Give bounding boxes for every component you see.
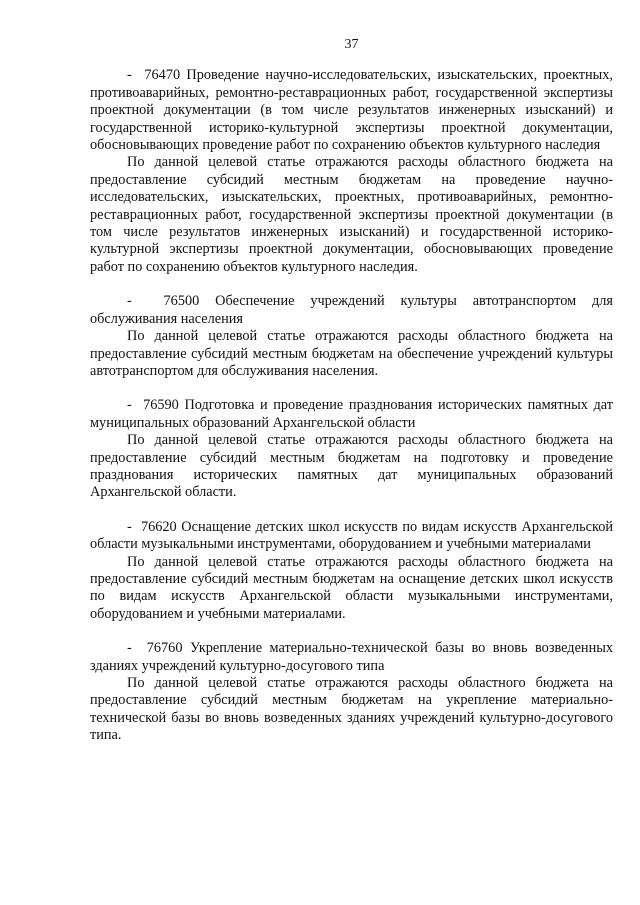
- section-heading: [90, 397, 613, 432]
- section-76620: [90, 519, 613, 623]
- section-code: 76500: [163, 293, 200, 310]
- section-76760: [90, 640, 613, 744]
- section-description: По данной целевой статье отражаются расходы областного бюджета на предоставление субсидий местным бюджетам на проведение научно-исследовательских, изыскательских, проектных, противоаварийных, ремонтно-реставрационных работ, государственной экспертизы проектной документации (в том числе результатов инженерных изысканий) и государственной историко-культурной экспертизы проектной документации, обосновывающих проведение работ по сохранению объектов культурного наследия.: [90, 154, 613, 275]
- section-heading: [90, 293, 613, 328]
- section-dash: -: [127, 397, 132, 414]
- section-code: 76760: [146, 640, 183, 657]
- section-dash: -: [127, 640, 132, 657]
- section-title: Оснащение детских школ искусств по видам искусств Архангельской области музыкальными инструментами, оборудованием и учебными материалами: [90, 518, 613, 553]
- document-page: [90, 36, 613, 745]
- section-code: 76620: [140, 518, 177, 535]
- section-title: Обеспечение учреждений культуры автотранспортом для обслуживания населения: [90, 293, 613, 327]
- section-dash: -: [127, 67, 132, 84]
- section-description: По данной целевой статье отражаются расходы областного бюджета на предоставление субсидий местным бюджетам на оснащение детских школ искусств по видам искусств Архангельской области музыкальными инструментами, оборудованием и учебными материалами.: [90, 553, 613, 622]
- section-dash: -: [127, 518, 132, 535]
- section-description: По данной целевой статье отражаются расходы областного бюджета на предоставление субсидий местным бюджетам на обеспечение учреждений культуры автотранспортом для обслуживания населения.: [90, 328, 613, 379]
- section-heading: [90, 519, 613, 554]
- section-title: Подготовка и проведение празднования исторических памятных дат муниципальных образований Архангельской области: [90, 397, 614, 431]
- page-number: 37: [344, 37, 359, 52]
- section-code: 76470: [144, 67, 181, 84]
- section-heading: [90, 640, 613, 675]
- section-description: По данной целевой статье отражаются расходы областного бюджета на предоставление субсидий местным бюджетам на укрепление материально-технической базы во вновь возведенных зданиях учреждений культурно-досугового типа.: [90, 675, 613, 744]
- section-title: Проведение научно-исследовательских, изыскательских, проектных, противоаварийных, ремонтно-реставрационных работ, государственной экспертизы проектной документации (в том числе результатов инженерных изысканий) и государственной историко-культурной экспертизы проектной документации, обосновывающих проведение работ по сохранению объектов культурного наследия: [90, 67, 613, 154]
- section-76470: [90, 67, 613, 276]
- section-76500: [90, 293, 613, 380]
- section-76590: [90, 397, 613, 501]
- section-code: 76590: [143, 397, 179, 414]
- section-description: По данной целевой статье отражаются расходы областного бюджета на предоставление субсидий местным бюджетам на подготовку и проведение празднования исторических памятных дат муниципальных образований Архангельской области.: [90, 432, 613, 501]
- section-title: Укрепление материально-технической базы во вновь возведенных зданиях учреждений культурно-досугового типа: [90, 640, 613, 674]
- section-dash: -: [127, 293, 132, 310]
- section-heading: [90, 67, 613, 154]
